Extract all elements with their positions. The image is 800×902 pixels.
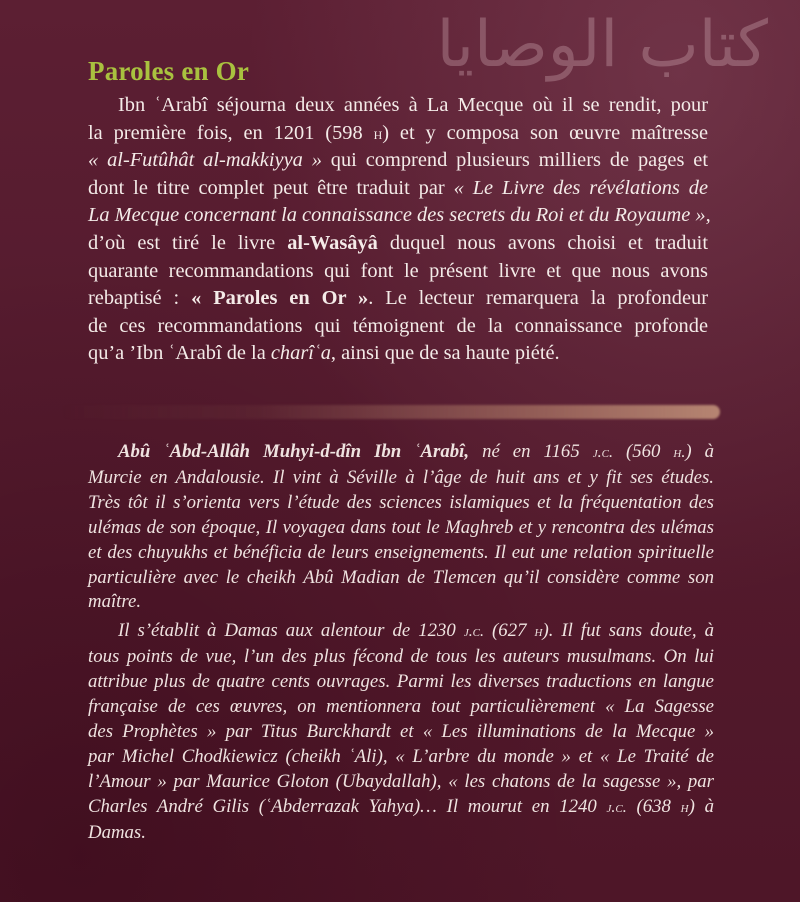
arabic-calligraphy-watermark: [418, 0, 778, 90]
bio-line: maître.: [88, 591, 142, 613]
bio-line: particulière avec le cheikh Abû Madian de Tlemcen qu’il considère comme son: [88, 566, 714, 588]
intro-line: d’où est tiré le livre al-Wasâyâ duquel nous avons choisi et traduit: [88, 231, 708, 254]
bio-line: française de ces œuvres, on mentionnera tout particulièrement « La Sagesse: [88, 696, 714, 718]
intro-line: de ces recommandations qui témoignent de la connaissance profonde: [88, 314, 708, 337]
bio-line: tous points de vue, l’un des plus fécond de tous les auteurs musulmans. On lui: [88, 646, 714, 668]
bio-line: par Michel Chodkiewicz (cheikh ʿAli), « L’arbre du monde » et « Le Traité de: [88, 745, 714, 767]
intro-line: qu’a ’Ibn ʿArabî de la charîʿa, ainsi que de sa haute piété.: [88, 342, 560, 365]
intro-line: « al-Futûhât al-makkiyya » qui comprend plusieurs milliers de pages et: [88, 149, 708, 172]
bio-line: Il s’établit à Damas aux alentour de 1230 j.c. (627 h). Il fut sans doute, à: [118, 620, 714, 642]
intro-paragraph: [88, 92, 711, 368]
bio-line: attribue plus de quatre cents ouvrages. Parmi les diverses traductions en langue: [88, 671, 714, 693]
intro-line: quarante recommandations qui font le présent livre et que nous avons: [88, 259, 708, 282]
bio-line: Abû ʿAbd-Allâh Muhyi-d-dîn Ibn ʿArabî, né en 1165 j.c. (560 h.) à: [118, 441, 714, 462]
bio-line: ulémas de son époque, Il voyagea dans tout le Maghreb et y rencontra des ulémas: [88, 516, 714, 538]
intro-line: rebaptisé : « Paroles en Or ». Le lecteur remarquera la profondeur: [88, 287, 708, 310]
biography-section: [88, 440, 714, 846]
svg-text:كتاب الوصايا: كتاب الوصايا: [436, 8, 768, 82]
intro-line: La Mecque concernant la connaissance des secrets du Roi et du Royaume »,: [88, 204, 711, 227]
bio-line: Murcie en Andalousie. Il vint à Séville à l’âge de huit ans et y fit ses études.: [88, 466, 714, 488]
bio-line: Très tôt il s’orienta vers l’étude des sciences islamiques et la fréquentation des: [88, 491, 714, 513]
bio-line: et des chuyukhs et bénéficia de leurs enseignements. Il eut une relation spirituelle: [88, 541, 714, 563]
intro-line: Ibn ʿArabî séjourna deux années à La Mecque où il se rendit, pour: [118, 94, 708, 116]
intro-line: la première fois, en 1201 (598 h) et y composa son œuvre maîtresse: [88, 121, 708, 144]
bio-line: Charles André Gilis (ʿAbderrazak Yahya)… Il mourut en 1240 j.c. (638 h) à: [88, 795, 715, 817]
decorative-divider: [60, 405, 720, 419]
bio-line: l’Amour » par Maurice Gloton (Ubaydallah), « les chatons de la sagesse », par: [88, 770, 714, 792]
intro-line: dont le titre complet peut être traduit par « Le Livre des révélations de: [88, 176, 708, 199]
bio-line: Damas.: [88, 821, 146, 843]
bio-line: des Prophètes » par Titus Burckhardt et « Les illuminations de la Mecque »: [88, 720, 714, 742]
section-title: Paroles en Or: [88, 56, 250, 86]
